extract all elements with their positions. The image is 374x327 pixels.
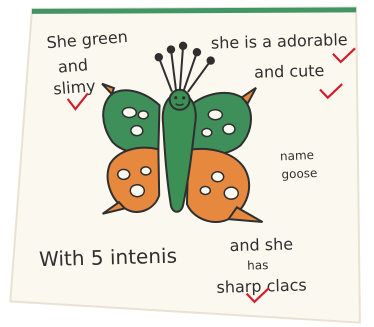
text-signature-2: goose [281, 165, 318, 182]
text-left-top-3: slimy [52, 76, 97, 99]
butterfly-head [169, 90, 190, 111]
text-left-top-2: and [57, 55, 89, 77]
text-bottom-left: With 5 intenis [38, 243, 178, 272]
text-left-top-1: She green [45, 26, 129, 53]
text-bottom-right-3: sharp clacs [216, 275, 307, 297]
text-bottom-right-2: has [246, 258, 269, 273]
text-right-top-2: and cute [253, 60, 325, 82]
text-bottom-right-1: and she [229, 234, 294, 256]
text-right-top-1: she is a adorable [210, 30, 348, 53]
text-signature-1: name [279, 147, 315, 164]
